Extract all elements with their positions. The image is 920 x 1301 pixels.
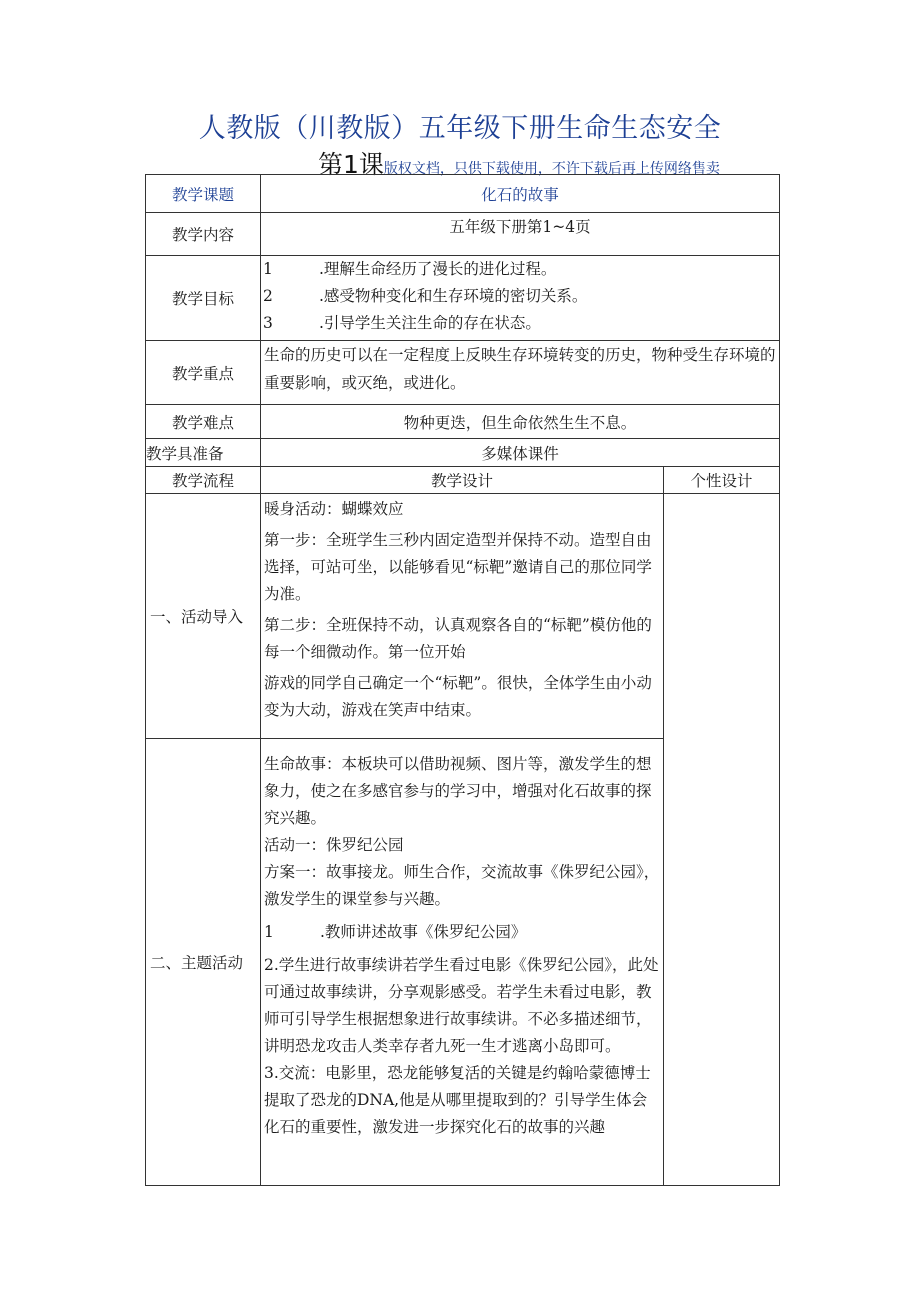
document-title: 人教版（川教版）五年级下册生命生态安全 bbox=[198, 113, 722, 144]
section2-paragraph: 2.学生进行故事续讲若学生看过电影《侏罗纪公园》，此处可通过故事续讲，分享观影感受。若学生未看过电影，教师可引导学生根据想象进行故事续讲。不必多描述细节，讲明恐龙攻击人类幸存者九死一生才逃离小岛即可。 bbox=[264, 956, 659, 1055]
topic-value: 化石的故事 bbox=[261, 175, 780, 213]
row-content bbox=[146, 213, 780, 256]
row-topic bbox=[146, 175, 780, 213]
lesson-plan-table bbox=[145, 174, 780, 1186]
row-flow-header bbox=[146, 467, 780, 494]
difficulties-value: 物种更迭，但生命依然生生不息。 bbox=[261, 405, 780, 439]
goal-item: 2 .感受物种变化和生存环境的密切关系。 bbox=[263, 287, 588, 305]
content-value: 五年级下册第1~4页 bbox=[261, 213, 780, 256]
section2-paragraph: 活动一：侏罗纪公园 bbox=[264, 836, 404, 854]
key-points-value: 生命的历史可以在一定程度上反映生存环境转变的历史，物种受生存环境的重要影响，或灭绝，或进化。 bbox=[261, 341, 780, 405]
section2-list-item: 1 .教师讲述故事《侏罗纪公园》 bbox=[264, 923, 527, 941]
content-label: 教学内容 bbox=[146, 213, 261, 256]
section1-content bbox=[261, 494, 664, 739]
goals-list bbox=[261, 256, 780, 341]
row-goals bbox=[146, 256, 780, 341]
section1-label: 一、活动导入 bbox=[146, 494, 261, 739]
section2-paragraph: 生命故事：本板块可以借助视频、图片等，激发学生的想象力，使之在多感官参与的学习中，增强对化石故事的探究兴趣。 bbox=[264, 755, 652, 827]
row-key-points bbox=[146, 341, 780, 405]
section1-paragraph: 第一步：全班学生三秒内固定造型并保持不动。造型自由选择，可站可坐，以能够看见“标靶”邀请自己的那位同学为准。 bbox=[264, 531, 652, 603]
section2-paragraph: 方案一：故事接龙。师生合作，交流故事《侏罗纪公园》，激发学生的课堂参与兴趣。 bbox=[264, 863, 660, 908]
goal-item: 1 .理解生命经历了漫长的进化过程。 bbox=[263, 260, 557, 278]
design-label: 教学设计 bbox=[261, 467, 664, 494]
topic-label: 教学课题 bbox=[146, 175, 261, 213]
personal-design-cell bbox=[664, 494, 780, 1186]
section1-paragraph: 第二步：全班保持不动，认真观察各自的“标靶”模仿他的每一个细微动作。第一位开始 bbox=[264, 616, 652, 661]
key-points-label: 教学重点 bbox=[146, 341, 261, 405]
tools-label: 教学具准备 bbox=[146, 439, 261, 467]
lesson-number: 第1课 bbox=[318, 150, 384, 179]
goal-item: 3 .引导学生关注生命的存在状态。 bbox=[263, 314, 541, 332]
row-section-intro bbox=[146, 494, 780, 739]
personal-label: 个性设计 bbox=[664, 467, 780, 494]
section2-content bbox=[261, 739, 664, 1186]
copyright-notice: 版权文档，只供下载使用，不许下载后再上传网络售卖 bbox=[383, 161, 720, 177]
row-difficulties bbox=[146, 405, 780, 439]
difficulties-label: 教学难点 bbox=[146, 405, 261, 439]
section2-paragraph: 3.交流：电影里，恐龙能够复活的关键是约翰哈蒙德博士提取了恐龙的DNA,他是从哪里提取到的？引导学生体会化石的重要性，激发进一步探究化石的故事的兴趣 bbox=[264, 1064, 651, 1136]
goals-label: 教学目标 bbox=[146, 256, 261, 341]
tools-value: 多媒体课件 bbox=[261, 439, 780, 467]
flow-label: 教学流程 bbox=[146, 467, 261, 494]
row-tools bbox=[146, 439, 780, 467]
section2-label: 二、主题活动 bbox=[146, 739, 261, 1186]
section1-paragraph: 暖身活动：蝴蝶效应 bbox=[264, 500, 404, 518]
section1-paragraph: 游戏的同学自己确定一个“标靶”。很快，全体学生由小动变为大动，游戏在笑声中结束。 bbox=[264, 674, 652, 719]
